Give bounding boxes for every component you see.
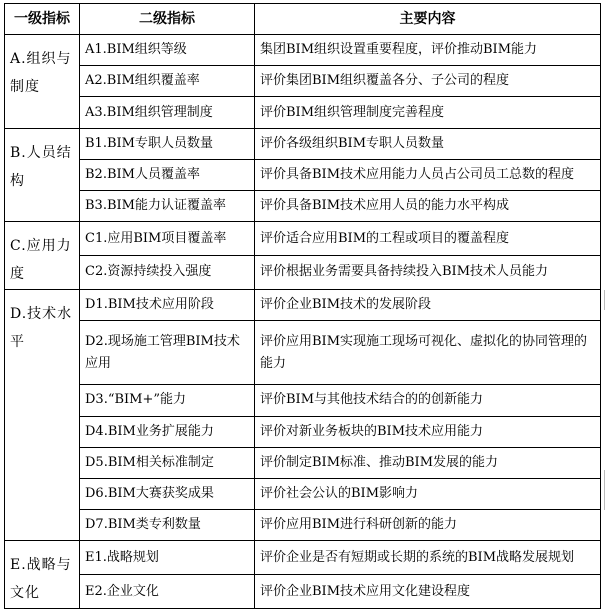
content-cell: 评价适合应用BIM的工程或项目的覆盖程度 bbox=[255, 222, 601, 256]
table-row bbox=[5, 128, 601, 159]
header-level1: 一级指标 bbox=[5, 4, 80, 35]
scroll-edge-mark bbox=[604, 470, 605, 510]
content-cell: 评价BIM组织管理制度完善程度 bbox=[255, 97, 601, 128]
table-row bbox=[5, 35, 601, 66]
content-cell: 评价企业BIM技术应用文化建设程度 bbox=[255, 575, 601, 609]
sub-indicator-cell: D1.BIM技术应用阶段 bbox=[80, 289, 255, 320]
content-cell: 集团BIM组织设置重要程度，评价推动BIM能力 bbox=[255, 35, 601, 66]
content-cell: 评价企业是否有短期或长期的系统的BIM战略发展规划 bbox=[255, 541, 601, 575]
indicator-table bbox=[4, 3, 601, 609]
header-row bbox=[5, 4, 601, 35]
table-row bbox=[5, 510, 601, 541]
content-cell: 评价对新业务板块的BIM技术应用能力 bbox=[255, 416, 601, 447]
sub-indicator-cell: B1.BIM专职人员数量 bbox=[80, 128, 255, 159]
table-row bbox=[5, 191, 601, 222]
table-row bbox=[5, 222, 601, 256]
table-row bbox=[5, 575, 601, 609]
scroll-edge-mark bbox=[604, 290, 605, 310]
table-row bbox=[5, 478, 601, 509]
table-row bbox=[5, 447, 601, 478]
table-row bbox=[5, 255, 601, 289]
content-cell: 评价制定BIM标准、推动BIM发展的能力 bbox=[255, 447, 601, 478]
table-row bbox=[5, 66, 601, 97]
sub-indicator-cell: B2.BIM人员覆盖率 bbox=[80, 159, 255, 190]
sub-indicator-cell: A1.BIM组织等级 bbox=[80, 35, 255, 66]
content-cell: 评价集团BIM组织覆盖各分、子公司的程度 bbox=[255, 66, 601, 97]
table-row bbox=[5, 385, 601, 416]
sub-indicator-cell: C2.资源持续投入强度 bbox=[80, 255, 255, 289]
table-row bbox=[5, 320, 601, 384]
category-cell: D.技术水平 bbox=[5, 289, 80, 541]
content-cell: 评价根据业务需要具备持续投入BIM技术人员能力 bbox=[255, 255, 601, 289]
content-cell: 评价应用BIM进行科研创新的能力 bbox=[255, 510, 601, 541]
sub-indicator-cell: D6.BIM大赛获奖成果 bbox=[80, 478, 255, 509]
content-cell: 评价应用BIM实现施工现场可视化、虚拟化的协同管理的能力 bbox=[255, 320, 601, 384]
category-cell: B.人员结构 bbox=[5, 128, 80, 222]
sub-indicator-cell: D7.BIM类专利数量 bbox=[80, 510, 255, 541]
content-cell: 评价BIM与其他技术结合的的创新能力 bbox=[255, 385, 601, 416]
sub-indicator-cell: D3.“BIM+”能力 bbox=[80, 385, 255, 416]
category-cell: A.组织与制度 bbox=[5, 35, 80, 129]
sub-indicator-cell: D4.BIM业务扩展能力 bbox=[80, 416, 255, 447]
sub-indicator-cell: A2.BIM组织覆盖率 bbox=[80, 66, 255, 97]
sub-indicator-cell: D2.现场施工管理BIM技术应用 bbox=[80, 320, 255, 384]
sub-indicator-cell: E2.企业文化 bbox=[80, 575, 255, 609]
content-cell: 评价各级组织BIM专职人员数量 bbox=[255, 128, 601, 159]
sub-indicator-cell: C1.应用BIM项目覆盖率 bbox=[80, 222, 255, 256]
content-cell: 评价社会公认的BIM影响力 bbox=[255, 478, 601, 509]
category-cell: E.战略与文化 bbox=[5, 541, 80, 609]
table-row bbox=[5, 289, 601, 320]
table-row bbox=[5, 159, 601, 190]
content-cell: 评价具备BIM技术应用人员的能力水平构成 bbox=[255, 191, 601, 222]
sub-indicator-cell: D5.BIM相关标准制定 bbox=[80, 447, 255, 478]
sub-indicator-cell: E1.战略规划 bbox=[80, 541, 255, 575]
header-level2: 二级指标 bbox=[80, 4, 255, 35]
sub-indicator-cell: A3.BIM组织管理制度 bbox=[80, 97, 255, 128]
content-cell: 评价具备BIM技术应用能力人员占公司员工总数的程度 bbox=[255, 159, 601, 190]
category-cell: C.应用力度 bbox=[5, 222, 80, 289]
table-row bbox=[5, 541, 601, 575]
header-content: 主要内容 bbox=[255, 4, 601, 35]
table-row bbox=[5, 97, 601, 128]
sub-indicator-cell: B3.BIM能力认证覆盖率 bbox=[80, 191, 255, 222]
table-row bbox=[5, 416, 601, 447]
content-cell: 评价企业BIM技术的发展阶段 bbox=[255, 289, 601, 320]
